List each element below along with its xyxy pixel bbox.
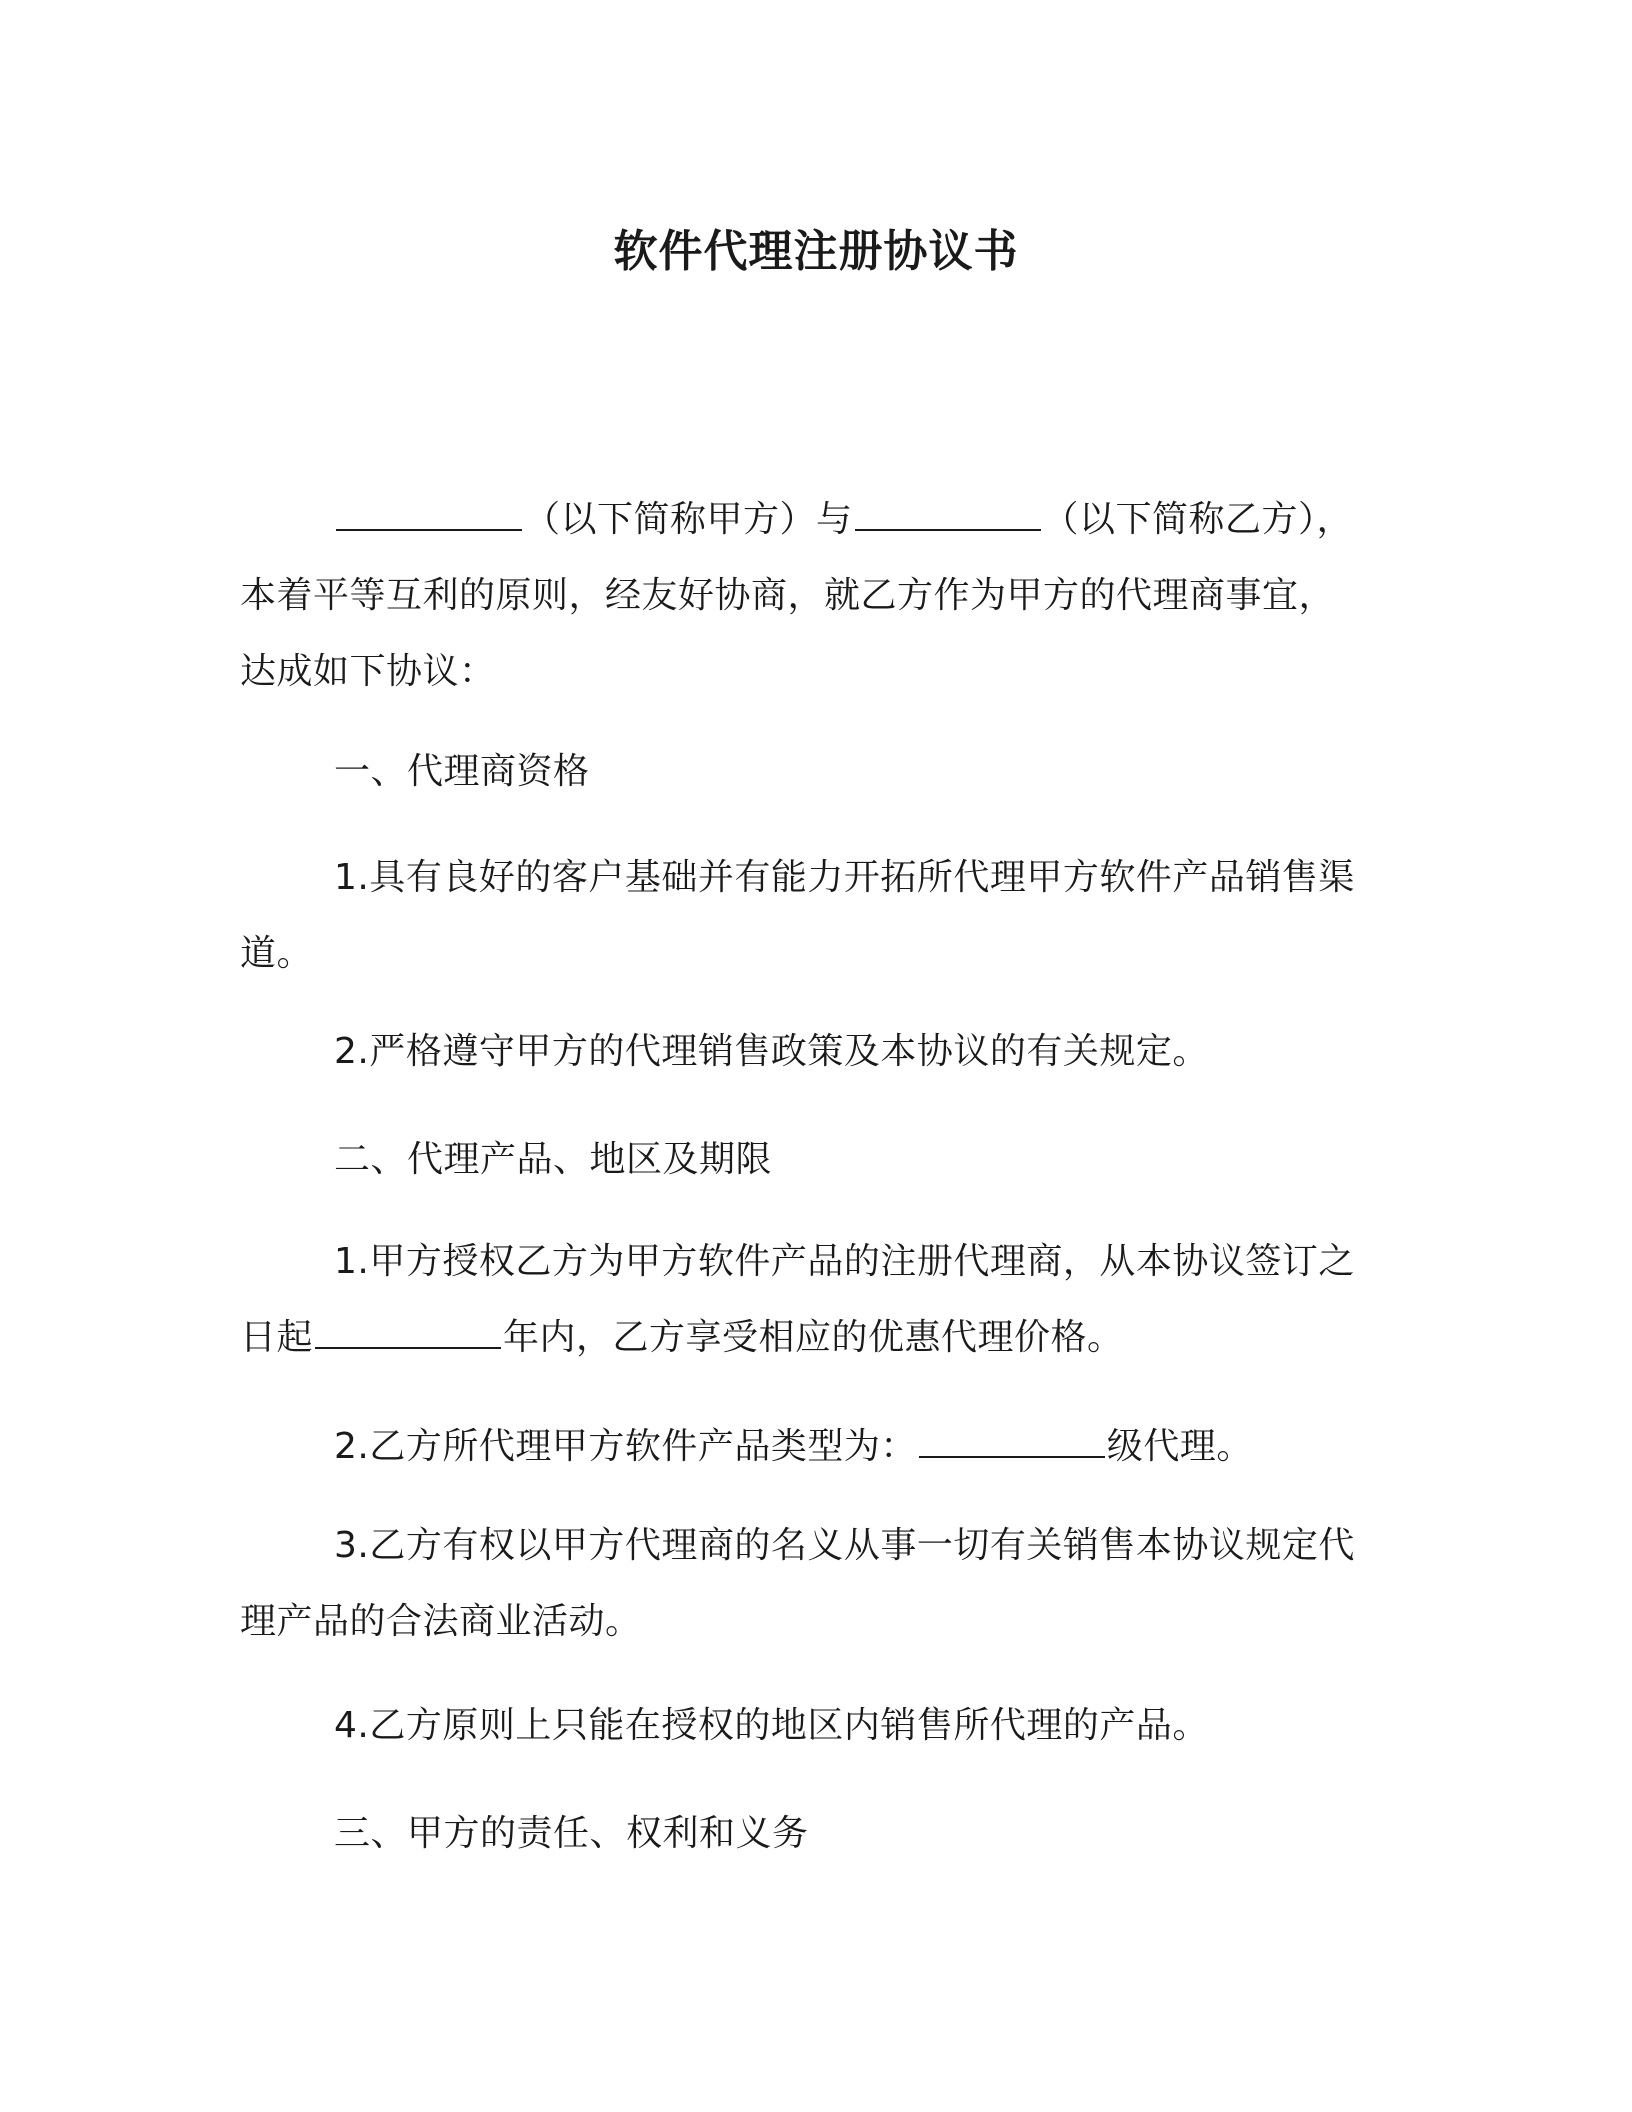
section-2-item-1-text-a: 1.甲方授权乙方为甲方软件产品的注册代理商，从本协议签订之日起: [240, 1241, 1355, 1358]
years-blank: [315, 1303, 501, 1349]
section-2-item-1-text-b: 年内，乙方享受相应的优惠代理价格。: [503, 1317, 1124, 1358]
document-title: 软件代理注册协议书: [613, 226, 1019, 277]
intro-text-2: （以下简称乙方），本着平等互利的原则，经友好协商，就乙方作为甲方的代理商事宜，达成如下协议：: [240, 499, 1354, 692]
section-1-item-1: 1.具有良好的客户基础并有能力开拓所代理甲方软件产品销售渠道。: [240, 857, 1355, 974]
intro-text-1: （以下简称甲方）与: [524, 499, 853, 540]
party-a-blank: [336, 485, 522, 531]
agent-level-blank: [919, 1412, 1105, 1458]
section-2-heading: 二、代理产品、地区及期限: [334, 1139, 773, 1180]
section-2-item-2: [334, 1412, 1253, 1477]
section-2-item-3: 3.乙方有权以甲方代理商的名义从事一切有关销售本协议规定代理产品的合法商业活动。: [240, 1525, 1355, 1642]
section-3-heading: 三、甲方的责任、权利和义务: [334, 1813, 809, 1854]
section-2-item-4: 4.乙方原则上只能在授权的地区内销售所代理的产品。: [334, 1705, 1209, 1746]
section-2-item-2-text-a: 2.乙方所代理甲方软件产品类型为：: [334, 1426, 917, 1467]
section-2-item-1: [240, 1224, 1370, 1376]
section-1-item-2: 2.严格遵守甲方的代理销售政策及本协议的有关规定。: [334, 1031, 1209, 1072]
party-b-blank: [855, 485, 1041, 531]
section-1-heading: 一、代理商资格: [334, 751, 590, 792]
section-2-item-2-text-b: 级代理。: [1106, 1426, 1253, 1467]
intro-paragraph: [240, 482, 1370, 710]
